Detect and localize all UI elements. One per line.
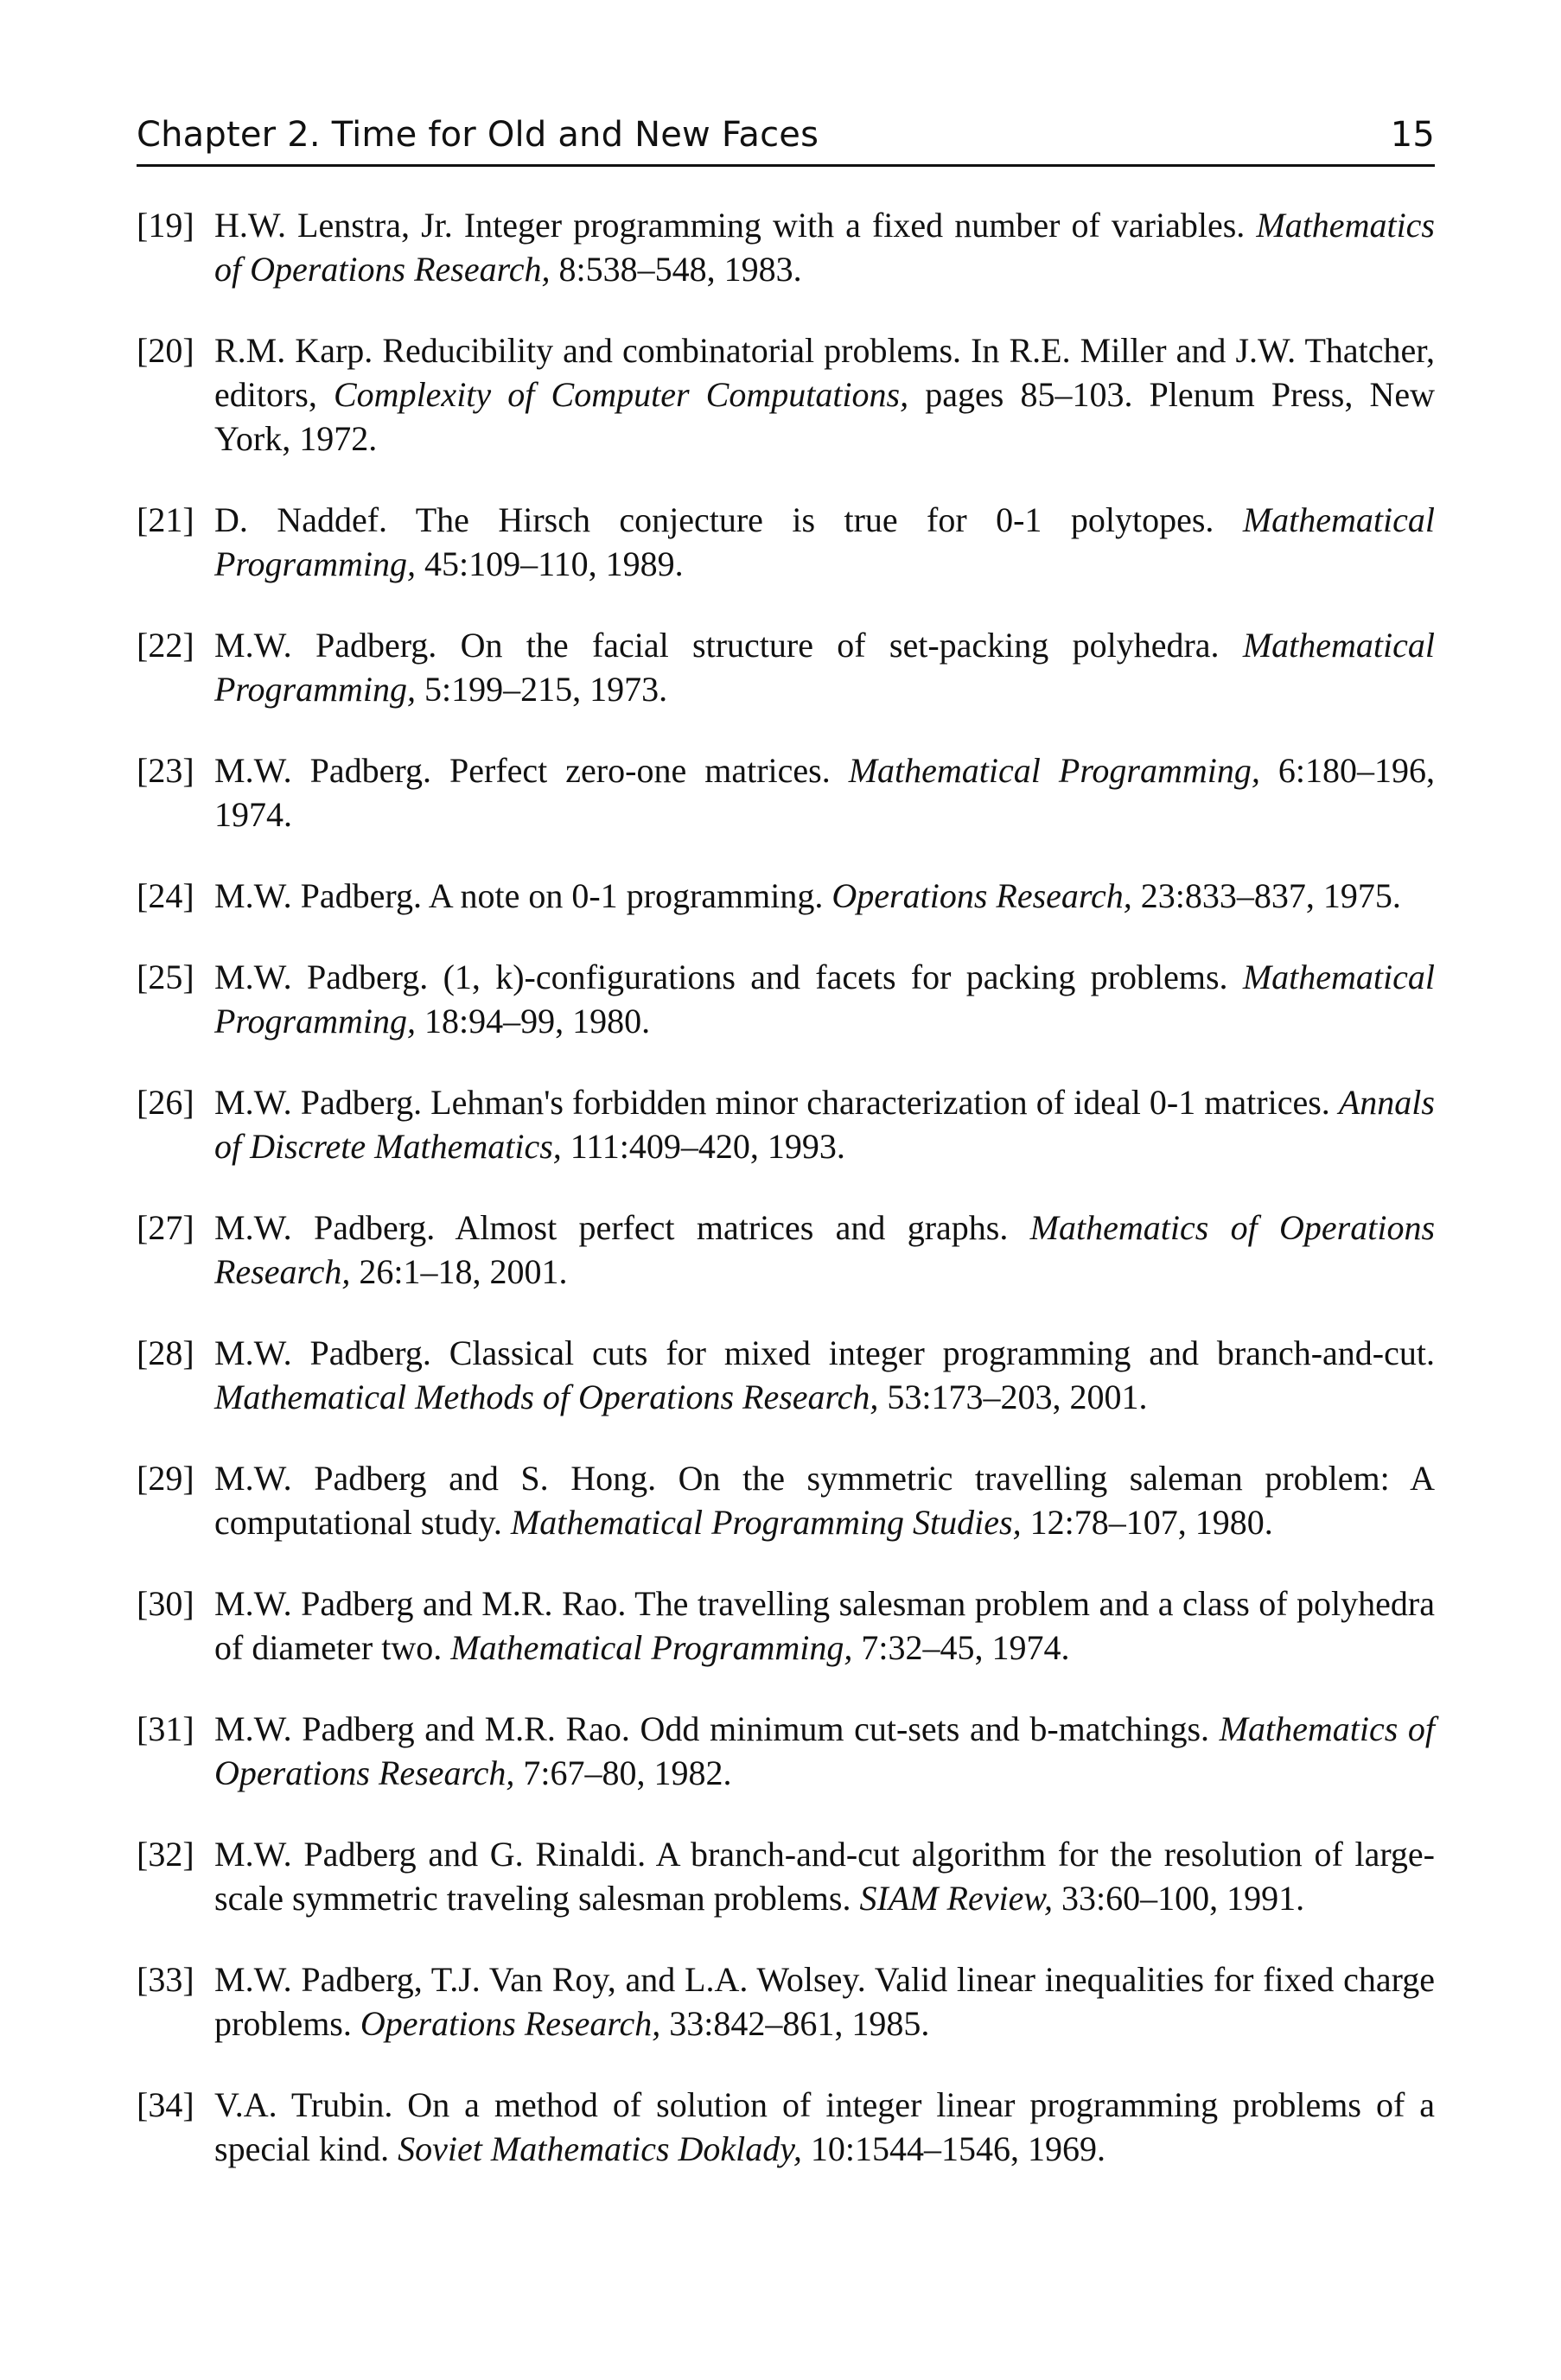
reference-authors-title: M.W. Padberg. A note on 0-1 programming. xyxy=(214,876,832,915)
reference-entry xyxy=(137,623,1435,711)
reference-venue: Mathematical Programming, xyxy=(848,751,1260,790)
reference-number: [33] xyxy=(137,1960,194,1999)
reference-number: [29] xyxy=(137,1459,194,1498)
reference-text xyxy=(214,751,1435,834)
reference-number: [26] xyxy=(137,1083,194,1122)
reference-venue: Mathematics of Operations Research, xyxy=(214,1709,1435,1792)
reference-entry xyxy=(137,1707,1435,1795)
reference-entry xyxy=(137,955,1435,1043)
reference-venue: Annals of Discrete Mathematics, xyxy=(214,1083,1435,1166)
reference-text xyxy=(214,1960,1435,2043)
reference-details: 18:94–99, 1980. xyxy=(415,1002,651,1040)
reference-entry xyxy=(137,874,1435,918)
reference-number: [23] xyxy=(137,751,194,790)
reference-details: 111:409–420, 1993. xyxy=(561,1127,845,1166)
reference-venue: Mathematical Programming, xyxy=(214,626,1435,709)
reference-venue: Mathematical Programming Studies, xyxy=(510,1503,1022,1542)
reference-authors-title: M.W. Padberg. (1, k)-configurations and facets for packing problems. xyxy=(214,958,1243,996)
reference-venue: Mathematical Programming, xyxy=(214,958,1435,1040)
reference-details: 6:180–196, 1974. xyxy=(214,751,1435,834)
reference-details: 10:1544–1546, 1969. xyxy=(801,2129,1105,2168)
reference-authors-title: M.W. Padberg. Classical cuts for mixed integer programming and branch-and-cut. xyxy=(214,1333,1435,1372)
reference-authors-title: M.W. Padberg and G. Rinaldi. A branch-and-cut algorithm for the resolution of large-scale symmetric traveling salesman problems. xyxy=(214,1835,1435,1918)
reference-authors-title: M.W. Padberg, T.J. Van Roy, and L.A. Wolsey. Valid linear inequalities for fixed charge problems. xyxy=(214,1960,1435,2043)
reference-number: [27] xyxy=(137,1208,194,1247)
reference-number: [25] xyxy=(137,958,194,996)
reference-text xyxy=(214,2085,1435,2168)
reference-authors-title: H.W. Lenstra, Jr. Integer programming with a fixed number of variables. xyxy=(214,206,1257,245)
reference-text xyxy=(214,331,1435,458)
reference-details: 53:173–203, 2001. xyxy=(878,1378,1148,1416)
reference-text xyxy=(214,1459,1435,1542)
reference-details: 8:538–548, 1983. xyxy=(550,250,802,289)
reference-venue: Operations Research, xyxy=(360,2004,661,2043)
reference-number: [31] xyxy=(137,1709,194,1748)
reference-entry xyxy=(137,1832,1435,1920)
reference-number: [22] xyxy=(137,626,194,665)
reference-details: 7:67–80, 1982. xyxy=(514,1753,732,1792)
reference-entry xyxy=(137,748,1435,837)
reference-text xyxy=(214,626,1435,709)
reference-number: [34] xyxy=(137,2085,194,2124)
reference-details: 33:60–100, 1991. xyxy=(1053,1879,1305,1918)
reference-details: 26:1–18, 2001. xyxy=(350,1252,568,1291)
page-number: 15 xyxy=(1390,115,1435,155)
reference-text xyxy=(214,1208,1435,1291)
reference-number: [20] xyxy=(137,331,194,370)
reference-authors-title: M.W. Padberg. Almost perfect matrices and graphs. xyxy=(214,1208,1030,1247)
reference-text xyxy=(214,1709,1435,1792)
reference-entry xyxy=(137,498,1435,586)
reference-text xyxy=(214,876,1401,915)
chapter-title: Chapter 2. Time for Old and New Faces xyxy=(137,115,819,155)
reference-details: 7:32–45, 1974. xyxy=(852,1628,1070,1667)
reference-entry xyxy=(137,1080,1435,1168)
reference-authors-title: R.M. Karp. Reducibility and combinatorial problems. In R.E. Miller and J.W. Thatcher, editors, xyxy=(214,331,1435,414)
reference-entry xyxy=(137,1581,1435,1670)
reference-text xyxy=(214,1584,1435,1667)
reference-details: 5:199–215, 1973. xyxy=(415,670,668,709)
reference-details: 12:78–107, 1980. xyxy=(1021,1503,1273,1542)
reference-venue: Mathematical Methods of Operations Research, xyxy=(214,1378,879,1416)
reference-details: pages 85–103. Plenum Press, New York, 1972. xyxy=(214,375,1436,458)
reference-details: 23:833–837, 1975. xyxy=(1131,876,1401,915)
reference-list xyxy=(137,203,1435,2171)
reference-authors-title: M.W. Padberg and M.R. Rao. The travelling salesman problem and a class of polyhedra of diameter two. xyxy=(214,1584,1435,1667)
reference-number: [32] xyxy=(137,1835,194,1874)
page xyxy=(137,114,1435,2208)
reference-entry xyxy=(137,203,1435,291)
reference-number: [24] xyxy=(137,876,194,915)
reference-text xyxy=(214,206,1435,289)
reference-entry xyxy=(137,1456,1435,1544)
running-header xyxy=(137,114,1435,167)
reference-authors-title: M.W. Padberg. Lehman's forbidden minor characterization of ideal 0-1 matrices. xyxy=(214,1083,1339,1122)
reference-entry xyxy=(137,1331,1435,1419)
reference-venue: Mathematics of Operations Research, xyxy=(214,1208,1436,1291)
reference-authors-title: M.W. Padberg and S. Hong. On the symmetric travelling saleman problem: A computational study. xyxy=(214,1459,1435,1542)
reference-text xyxy=(214,1835,1435,1918)
reference-number: [28] xyxy=(137,1333,194,1372)
reference-venue: Complexity of Computer Computations, xyxy=(334,375,909,414)
reference-venue: Soviet Mathematics Doklady, xyxy=(398,2129,802,2168)
reference-number: [21] xyxy=(137,500,194,539)
reference-text xyxy=(214,958,1435,1040)
reference-venue: Operations Research, xyxy=(831,876,1132,915)
reference-venue: Mathematical Programming, xyxy=(214,500,1435,583)
reference-entry xyxy=(137,1206,1435,1294)
reference-authors-title: V.A. Trubin. On a method of solution of integer linear programming problems of a special kind. xyxy=(214,2085,1435,2168)
reference-details: 33:842–861, 1985. xyxy=(660,2004,930,2043)
reference-details: 45:109–110, 1989. xyxy=(415,544,684,583)
reference-venue: Mathematical Programming, xyxy=(450,1628,853,1667)
reference-entry xyxy=(137,1957,1435,2046)
reference-entry xyxy=(137,2083,1435,2171)
reference-authors-title: D. Naddef. The Hirsch conjecture is true for 0-1 polytopes. xyxy=(214,500,1243,539)
reference-authors-title: M.W. Padberg and M.R. Rao. Odd minimum cut-sets and b-matchings. xyxy=(214,1709,1220,1748)
reference-venue: Mathematics of Operations Research, xyxy=(214,206,1435,289)
reference-text xyxy=(214,500,1435,583)
reference-text xyxy=(214,1333,1435,1416)
reference-text xyxy=(214,1083,1435,1166)
reference-venue: SIAM Review, xyxy=(859,1879,1054,1918)
reference-authors-title: M.W. Padberg. On the facial structure of set-packing polyhedra. xyxy=(214,626,1243,665)
reference-entry xyxy=(137,328,1435,461)
reference-number: [30] xyxy=(137,1584,194,1623)
reference-authors-title: M.W. Padberg. Perfect zero-one matrices. xyxy=(214,751,849,790)
reference-number: [19] xyxy=(137,206,194,245)
